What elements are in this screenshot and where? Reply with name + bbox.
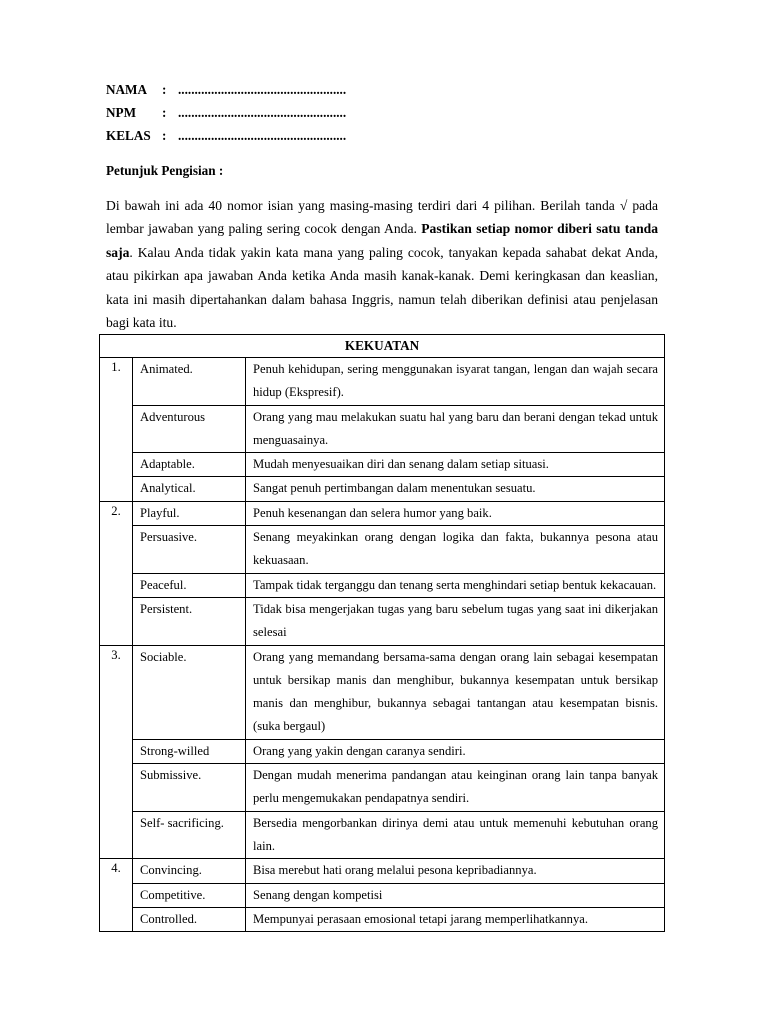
table-row [100,526,665,574]
table-body [100,358,665,932]
table-row [100,477,665,501]
instructions-text-part-1: Di bawah ini ada 40 nomor isian yang masing-masing terdiri dari 4 pilihan. Berilah tanda √ pada lembar jawaban yang paling sering cocok dengan Anda. [106,198,658,237]
trait-word: Strong-willed [133,739,246,763]
field-nama [106,78,658,101]
trait-description: Orang yang memandang bersama-sama dengan orang lain sebagai kesempatan untuk bersikap manis dan menghibur, bukannya kesempatan untuk bersikap manis dan menghibur, bukannya sebagai tantangan atau kesempatan bisnis. (suka bergaul) [246,645,665,739]
trait-description: Bersedia mengorbankan dirinya demi atau untuk memenuhi kebutuhan orang lain. [246,811,665,859]
trait-word: Convincing. [133,859,246,883]
trait-description: Mudah menyesuaikan diri dan senang dalam setiap situasi. [246,453,665,477]
field-label: KELAS [106,128,151,143]
table-row [100,764,665,812]
trait-word: Sociable. [133,645,246,739]
trait-word: Self- sacrificing. [133,811,246,859]
instructions-text-bold: Pastikan setiap nomor diberi satu tanda saja [106,221,658,260]
field-blank[interactable]: ................................................... [178,128,347,143]
group-number: 2. [100,501,133,645]
trait-word: Adventurous [133,405,246,453]
page [106,78,658,334]
trait-word: Animated. [133,358,246,406]
field-kelas [106,124,658,147]
field-colon: : [162,82,167,97]
table-row [100,358,665,406]
trait-description: Sangat penuh pertimbangan dalam menentukan sesuatu. [246,477,665,501]
trait-description: Orang yang yakin dengan caranya sendiri. [246,739,665,763]
trait-description: Dengan mudah menerima pandangan atau keinginan orang lain tanpa banyak perlu mengemukakan pendapatnya sendiri. [246,764,665,812]
table-row [100,573,665,597]
group-number: 3. [100,645,133,859]
trait-word: Competitive. [133,883,246,907]
trait-description: Senang meyakinkan orang dengan logika dan fakta, bukannya pesona atau kekuasaan. [246,526,665,574]
field-blank[interactable]: ................................................... [178,82,347,97]
instructions-heading: Petunjuk Pengisian : [106,163,224,178]
trait-description: Penuh kesenangan dan selera humor yang baik. [246,501,665,525]
trait-word: Peaceful. [133,573,246,597]
instructions-text [106,194,658,334]
table-header: KEKUATAN [100,335,665,358]
field-colon: : [162,105,167,120]
trait-description: Bisa merebut hati orang melalui pesona kepribadiannya. [246,859,665,883]
table-row [100,501,665,525]
table-row [100,859,665,883]
field-colon: : [162,128,167,143]
trait-word: Persuasive. [133,526,246,574]
field-label: NPM [106,105,137,120]
trait-word: Submissive. [133,764,246,812]
table-row [100,907,665,931]
trait-description: Senang dengan kompetisi [246,883,665,907]
trait-word: Controlled. [133,907,246,931]
instructions-text-part-2: . Kalau Anda tidak yakin kata mana yang paling cocok, tanyakan kepada sahabat dekat Anda, atau pikirkan apa jawaban Anda ketika Anda masih kanak-kanak. Demi keringkasan dan keaslian, kata ini masih dipertahankan dalam bahasa Inggris, namun telah diberikan definisi atau penjelasan bagi kata itu. [106,244,658,331]
trait-description: Tampak tidak terganggu dan tenang serta menghindari setiap bentuk kekacauan. [246,573,665,597]
group-number: 1. [100,358,133,502]
kekuatan-table [99,334,665,932]
table-row [100,739,665,763]
field-label: NAMA [106,82,148,97]
trait-description: Orang yang mau melakukan suatu hal yang baru dan berani dengan tekad untuk menguasainya. [246,405,665,453]
table-row [100,811,665,859]
trait-description: Penuh kehidupan, sering menggunakan isyarat tangan, lengan dan wajah secara hidup (Ekspresif). [246,358,665,406]
table-row [100,597,665,645]
identity-fields [106,78,658,147]
trait-word: Analytical. [133,477,246,501]
trait-word: Adaptable. [133,453,246,477]
trait-description: Tidak bisa mengerjakan tugas yang baru sebelum tugas yang saat ini dikerjakan selesai [246,597,665,645]
table-row [100,883,665,907]
group-number: 4. [100,859,133,932]
table-row [100,645,665,739]
trait-description: Mempunyai perasaan emosional tetapi jarang memperlihatkannya. [246,907,665,931]
field-npm [106,101,658,124]
trait-word: Playful. [133,501,246,525]
field-blank[interactable]: ................................................... [178,105,347,120]
table-row [100,405,665,453]
table-row [100,453,665,477]
trait-word: Persistent. [133,597,246,645]
